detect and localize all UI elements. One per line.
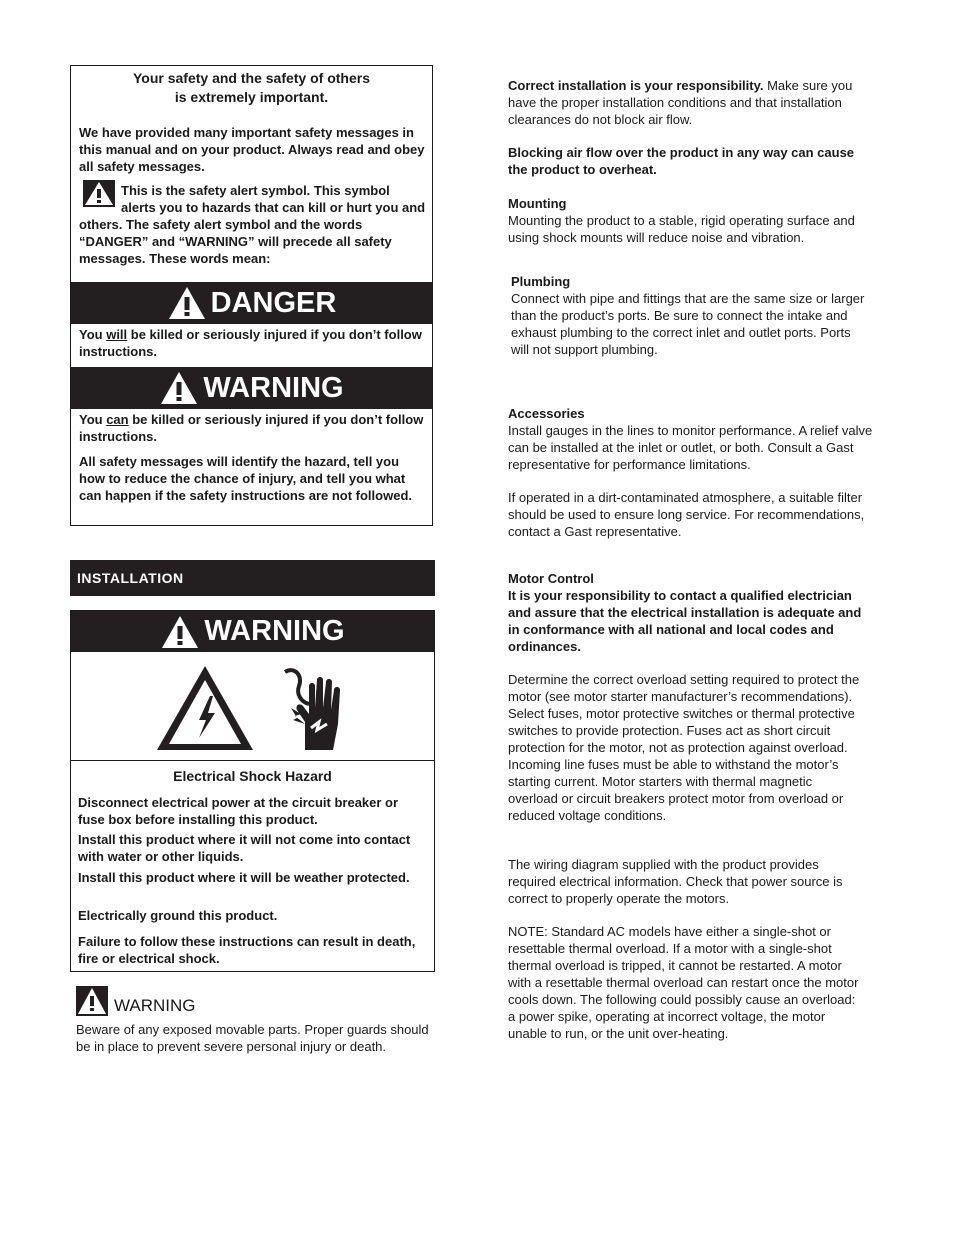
accessories-text-2: If operated in a dirt-contaminated atmosphere, a suitable filter should be used to ensure long service. For recommendations, contact a Gast representative. — [508, 490, 865, 539]
safety-intro: We have provided many important safety messages in this manual and on your product. Always read and obey all safety messages. — [79, 125, 425, 174]
danger-text-post: be killed or seriously injured if you don’t follow instructions. — [79, 327, 422, 359]
danger-label: DANGER — [210, 286, 337, 319]
install-item-5: Failure to follow these instructions can result in death, fire or electrical shock. — [78, 934, 416, 966]
safety-alert-icon — [83, 180, 115, 207]
install-item-2: Install this product where it will not come into contact with water or other liquids. — [78, 832, 411, 864]
safety-heading-line1: Your safety and the safety of others — [132, 70, 370, 86]
safety-message-box — [70, 65, 433, 526]
warning-text-em: can — [106, 412, 129, 427]
warning-text-post: be killed or seriously injured if you don’t follow instructions. — [79, 412, 424, 444]
small-warning-alert-icon — [76, 986, 108, 1016]
plumbing-title: Plumbing — [511, 274, 571, 289]
danger-text-pre: You — [79, 327, 107, 342]
install-item-1: Disconnect electrical power at the circuit breaker or fuse box before installing this product. — [78, 795, 399, 827]
hazard-title: Electrical Shock Hazard — [173, 768, 332, 784]
safety-alert-paragraph — [79, 182, 427, 267]
mounting-title: Mounting — [508, 196, 567, 211]
install-warning-label: WARNING — [204, 615, 345, 647]
danger-alert-icon — [167, 285, 207, 321]
danger-text-em: will — [106, 327, 128, 342]
warning-alert-icon — [159, 370, 199, 406]
electrical-hazard-icon — [155, 664, 255, 752]
small-warning-text: Beware of any exposed movable parts. Proper guards should be in place to prevent severe personal injury or death. — [76, 1022, 429, 1054]
motor-control-title: Motor Control — [508, 571, 594, 586]
safety-heading-line2: is extremely important. — [174, 89, 329, 105]
warning-signal-bar — [71, 367, 432, 409]
danger-text — [79, 326, 427, 360]
shock-hand-icon — [281, 664, 351, 752]
safety-alert-text: This is the safety alert symbol. This symbol alerts you to hazards that can kill or hurt you and others. The safety alert symbol and the words “DANGER” and “WARNING” will precede all safety messages. These words mean: — [79, 183, 426, 266]
install-item-4: Electrically ground this product. — [78, 908, 278, 923]
mounting-text: Mounting the product to a stable, rigid operating surface and using shock mounts will reduce noise and vibration. — [508, 213, 855, 245]
hazard-icons-row — [71, 652, 434, 761]
motor-control-text-2: The wiring diagram supplied with the product provides required electrical information. Check that power source is correct to properly operate the motors. — [508, 857, 843, 906]
motor-control-note: NOTE: Standard AC models have either a single-shot or resettable thermal overload. If a motor with a single-shot thermal overload is tripped, it cannot be restarted. A motor with a resettable thermal overload can restart once the motor cools down. The following could possibly cause an overload: a power spike, operating at incorrect voltage, the motor unable to run, or the unit over-heating. — [508, 924, 859, 1041]
correct-installation-rest: Make sure you have the proper installation conditions and that installation clearances do not block air flow. — [508, 78, 853, 127]
electrical-warning-box — [70, 610, 435, 972]
accessories-text-1: Install gauges in the lines to monitor performance. A relief valve can be installed at the inlet or outlet, or both. Consult a Gast representative for performance limitations. — [508, 423, 873, 472]
install-warning-bar — [71, 611, 434, 652]
accessories-title: Accessories — [508, 406, 585, 421]
installation-header: INSTALLATION — [70, 560, 435, 596]
correct-installation-bold: Correct installation is your responsibility. — [508, 78, 764, 93]
plumbing-text: Connect with pipe and fittings that are the same size or larger than the product’s ports. Be sure to connect the intake and exhaust plumbing to the correct inlet and outlet ports. Ports will not support plumbing. — [511, 291, 865, 357]
motor-control-text-1: Determine the correct overload setting required to protect the motor (see motor starter manufacturer’s recommendations). Select fuses, motor protective switches or thermal protective switches to provide protection. Fuses act as short circuit protection for the motor, not as protection against overload. Incoming line fuses must be able to withstand the motor’s starting current. Motor starters with thermal magnetic overload or circuit breakers protect motor from overload or reduced voltage conditions. — [508, 672, 860, 823]
blocking-warning: Blocking air flow over the product in any way can cause the product to overheat. — [508, 145, 855, 177]
warning-text — [79, 411, 427, 445]
safety-closing: All safety messages will identify the hazard, tell you how to reduce the chance of injury, and tell you what can happen if the safety instructions are not followed. — [79, 454, 412, 503]
correct-installation — [508, 77, 868, 128]
warning-label: WARNING — [203, 371, 344, 404]
small-warning-label: WARNING — [114, 996, 196, 1015]
install-item-3: Install this product where it will be weather protected. — [78, 870, 410, 885]
motor-control-bold: It is your responsibility to contact a qualified electrician and assure that the electrical installation is adequate and in conformance with all national and local codes and ordinances. — [508, 588, 862, 654]
warning-text-pre: You — [79, 412, 107, 427]
danger-signal-bar — [71, 282, 432, 324]
small-warning — [76, 986, 196, 1016]
install-warning-alert-icon — [160, 614, 200, 650]
